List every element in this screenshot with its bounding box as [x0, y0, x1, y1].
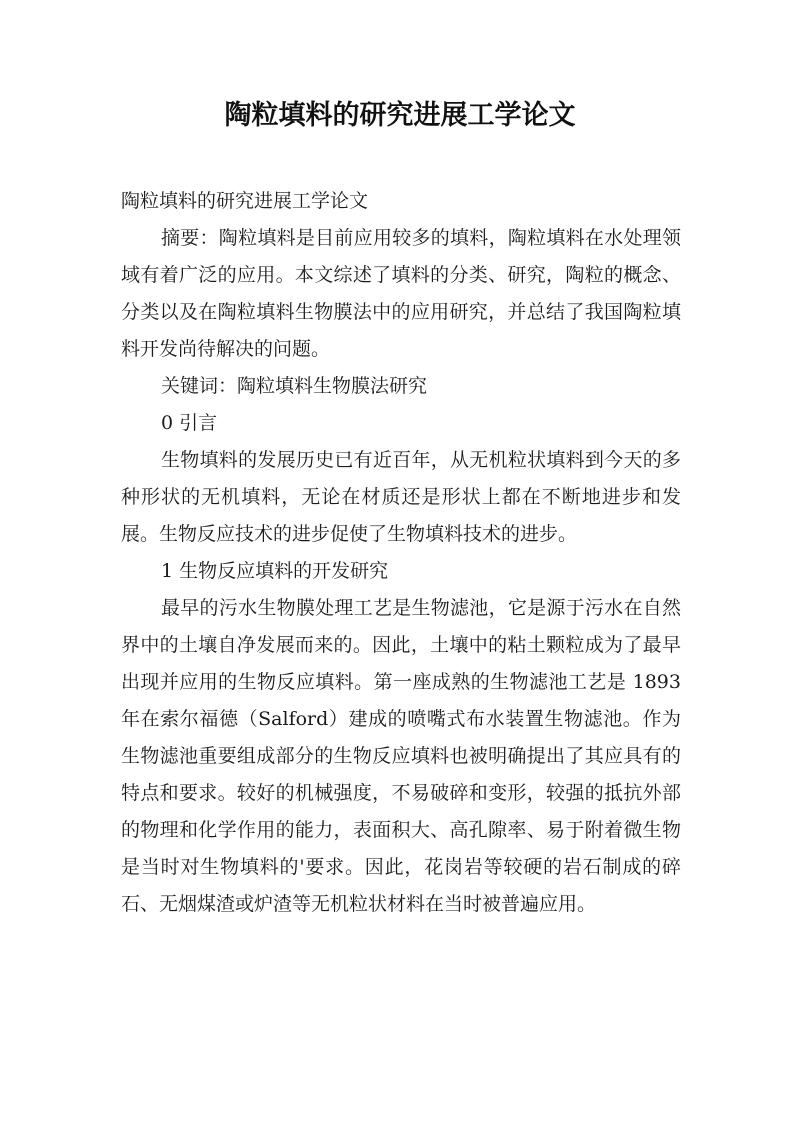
- abstract-paragraph: 摘要：陶粒填料是目前应用较多的填料，陶粒填料在水处理领域有着广泛的应用。本文综述了填料的分类、研究，陶粒的概念、分类以及在陶粒填料生物膜法中的应用研究，并总结了我国陶粒填料开发尚待解决的问题。: [121, 227, 681, 360]
- document-body: [121, 183, 681, 923]
- document-title: 陶粒填料的研究进展工学论文: [224, 100, 576, 131]
- subtitle-paragraph: 陶粒填料的研究进展工学论文: [121, 190, 369, 212]
- development-paragraph: 最早的污水生物膜处理工艺是生物滤池，它是源于污水在自然界中的土壤自净发展而来的。因此，土壤中的粘土颗粒成为了最早出现并应用的生物反应填料。第一座成熟的生物滤池工艺是 1893 年在索尔福德（Salford）建成的喷嘴式布水装置生物滤池。作为生物滤池重要组成部分的生物反应填料也被明确提出了其应具有的特点和要求。较好的机械强度，不易破碎和变形，较强的抵抗外部的物理和化学作用的能力，表面积大、高孔隙率、易于附着微生物是当时对生物填料的'要求。因此，花岗岩等较硬的岩石制成的碎石、无烟煤渣或炉渣等无机粒状材料在当时被普遍应用。: [121, 597, 681, 915]
- keywords-paragraph: 关键词：陶粒填料生物膜法研究: [161, 375, 428, 397]
- introduction-paragraph: 生物填料的发展历史已有近百年，从无机粒状填料到今天的多种形状的无机填料，无论在材质还是形状上都在不断地进步和发展。生物反应技术的进步促使了生物填料技术的进步。: [121, 449, 681, 545]
- section-heading-introduction: 0 引言: [161, 412, 218, 434]
- section-heading-development: 1 生物反应填料的开发研究: [161, 560, 389, 582]
